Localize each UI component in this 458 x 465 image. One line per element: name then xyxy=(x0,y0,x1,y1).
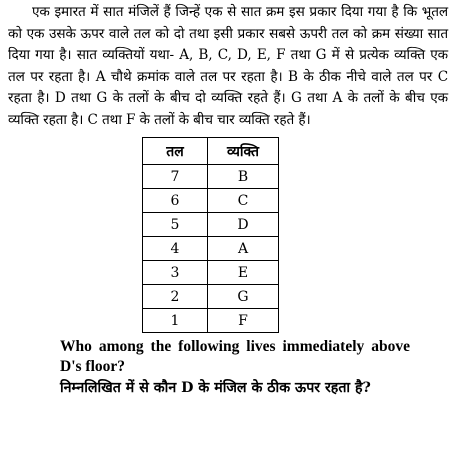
question-english: Who among the following lives immediately above D's floor? xyxy=(60,338,410,375)
table-row xyxy=(143,285,279,309)
floor-cell: 3 xyxy=(143,261,208,285)
floor-cell: 4 xyxy=(143,237,208,261)
person-cell: A xyxy=(208,237,279,261)
floor-cell: 2 xyxy=(143,285,208,309)
floor-cell: 6 xyxy=(143,189,208,213)
table-row xyxy=(143,165,279,189)
person-cell: E xyxy=(208,261,279,285)
person-cell: D xyxy=(208,213,279,237)
table-row xyxy=(143,213,279,237)
person-cell: B xyxy=(208,165,279,189)
document xyxy=(8,2,448,399)
table-row xyxy=(143,189,279,213)
table-header-row xyxy=(143,138,279,165)
floor-cell: 7 xyxy=(143,165,208,189)
person-cell: G xyxy=(208,285,279,309)
floor-cell: 1 xyxy=(143,309,208,333)
floor-table xyxy=(142,137,279,333)
table-row xyxy=(143,309,279,333)
puzzle-passage: एक इमारत में सात मंजिलें हैं जिन्हें एक से सात क्रम इस प्रकार दिया गया है कि भूतल को एक उसके ऊपर वाले तल को दो तथा इसी प्रकार सबसे ऊपरी तल को क्रम संख्या सात दिया गया है। सात व्यक्तियों यथा- A, B, C, D, E, F तथा G में से प्रत्येक व्यक्ति एक तल पर रहता है। A चौथे क्रमांक वाले तल पर रहता है। B के ठीक नीचे वाले तल पर C रहता है। D तथा G के तलों के बीच दो व्यक्ति रहते हैं। G तथा A के तलों के बीच एक व्यक्ति रहता है। C तथा F के तलों के बीच चार व्यक्ति रहते हैं। xyxy=(8,4,448,128)
person-cell: F xyxy=(208,309,279,333)
table-row xyxy=(143,237,279,261)
person-cell: C xyxy=(208,189,279,213)
table-row xyxy=(143,261,279,285)
question-hindi: निम्नलिखित में से कौन D के मंजिल के ठीक ऊपर रहता है? xyxy=(60,380,371,396)
header-floor: तल xyxy=(143,138,208,165)
floor-cell: 5 xyxy=(143,213,208,237)
header-person: व्यक्ति xyxy=(208,138,279,165)
